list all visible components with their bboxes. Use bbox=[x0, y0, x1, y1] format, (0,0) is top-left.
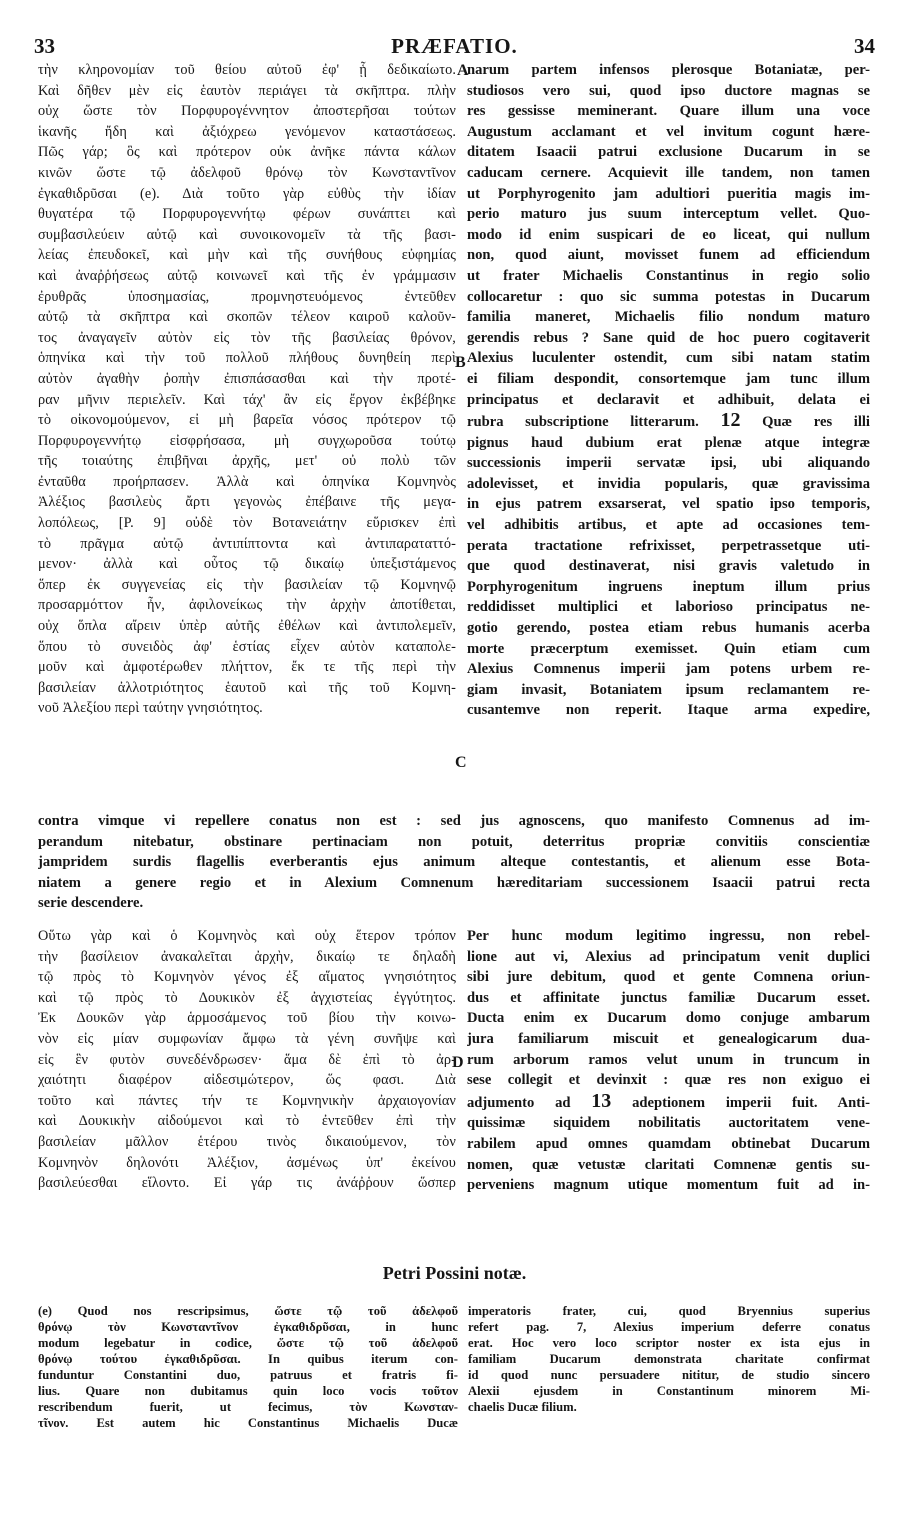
text-line: καὶ ἀναῤῥήσεως αὐτῷ κοινωνεῖ καὶ τῆς ἐν γράμμασιν bbox=[38, 267, 456, 284]
text-line: perio maturo jus suum interceptum vellet. Quo- bbox=[467, 206, 870, 223]
text-line: jura familiarum miscuit et genealogicarum dua- bbox=[467, 1030, 870, 1047]
section-number-12: 12 bbox=[720, 410, 741, 432]
text-line: modo id enim suspicari de eo liceat, qui nullum bbox=[467, 226, 870, 243]
text-line: successionis imperii servatæ ipsi, ubi aliquando bbox=[467, 455, 870, 472]
note-line: lius. Quare non dubitamus quin loco vocis τοῦτον bbox=[38, 1384, 458, 1398]
text-line: non, quod aiunt, movisset funem ad efficiendum bbox=[467, 247, 870, 264]
text-line: συμβασιλεύειν αὐτῷ καὶ συνοικονομεῖν τὰ τῆς βασι- bbox=[38, 226, 456, 243]
text-line: κινῶν ὥστε τῷ ἀδελφοῦ θρόνῳ τὸν Κωνσταντῖνον bbox=[38, 164, 456, 181]
text-line: Per hunc modum legitimo ingressu, non rebel- bbox=[467, 928, 870, 944]
text-line: perveniens magnum utique momentum fuit ad in- bbox=[467, 1177, 870, 1194]
text-line: τος ἀναγαγεῖν αὐτὸν εἰς τὸν τῆς βασιλείας θρόνον, bbox=[38, 329, 456, 346]
text-line: τὸ οἰκονομούμενον, εἰ μὴ βαρεῖα νόσος πρότερον τῷ bbox=[38, 412, 456, 429]
margin-marker-a: A bbox=[457, 62, 469, 79]
text-line: τῷ πρὸς τὸ Κομνηνὸν γένος ἐξ αἵματος γνησιότητος bbox=[38, 969, 456, 986]
note-line: modum legebatur in codice, ὥστε τῷ τοῦ ἀδελφοῦ bbox=[38, 1336, 458, 1350]
text-line: ἐρυθρᾶς ὑποσημασίας, προμνηστευόμενος ἐντεῦθεν bbox=[38, 288, 456, 305]
full-width-latin-text bbox=[38, 811, 870, 914]
text-line: ραν μῆνιν περιελεῖν. Καὶ τάχ' ἂν εἰς ἔργον ἐκβέβηκε bbox=[38, 391, 456, 408]
text-line: niatem a genere regio et in Alexium Comnenum hæreditariam successionem Isaacii patrui recta bbox=[38, 874, 870, 891]
text-line-with-number bbox=[467, 410, 870, 433]
text-line: Ducta enim ex Ducarum domo conjuge ambarum bbox=[467, 1010, 870, 1027]
note-line: familiam Ducarum demonstrata charitate confirmat bbox=[468, 1352, 870, 1366]
text-line: τῆς τοιαύτης ἐπιβῆναι ἀρχῆς, μετ' οὐ πολὺ τῶν bbox=[38, 453, 456, 470]
text-line: βασιλεύεσθαι εἵλοντο. Εἰ γάρ τις ἀνάῤῥουν ὥσπερ bbox=[38, 1175, 456, 1192]
text-line: Alexius Comnenus imperii jam potens urbem re- bbox=[467, 661, 870, 678]
text-line: ὁπηνίκα καὶ τὴν τοῦ πολλοῦ πλήθους δυνηθείη περὶ bbox=[38, 350, 456, 367]
text-fragment: Quæ res illi bbox=[762, 414, 870, 431]
text-line: οὐχ ὥστε τὸν Πορφυρογέννητον ἀποστερῆσαι τούτων bbox=[38, 103, 456, 120]
section-number-13: 13 bbox=[591, 1090, 612, 1112]
text-line: τοῦτο καὶ πάντες τήν τε Κομνηνικὴν ἀρχαιογονίαν bbox=[38, 1092, 456, 1109]
note-line: id quod nunc persuadere nititur, de studio sincero bbox=[468, 1368, 870, 1382]
text-line: νὸν εἰς μίαν συμφωνίαν ἄμφω τὰ γένη συνῆψε καὶ bbox=[38, 1030, 456, 1047]
text-fragment: adeptionem imperii fuit. Anti- bbox=[632, 1094, 870, 1111]
text-line: cusantemve non reperit. Itaque arma expedire, bbox=[467, 702, 870, 719]
note-line: erat. Hoc vero loco scriptor noster ex ista ejus in bbox=[468, 1336, 870, 1350]
text-line: προσαρμόττον ἦν, ἀφιλονείκως τὴν ἀρχὴν ἀποτίθεται, bbox=[38, 597, 456, 614]
text-line: ei filiam despondit, consortemque jam tunc illum bbox=[467, 370, 870, 387]
note-line: imperatoris frater, cui, quod Bryennius superius bbox=[468, 1304, 870, 1318]
text-line: contra vimque vi repellere conatus non est : sed jus agnoscens, quo manifesto Comnenus ad im- bbox=[38, 813, 870, 829]
text-line: que quod destinaverat, nisi gravis valetudo in bbox=[467, 558, 870, 575]
text-line: μενον· ἀλλὰ καὶ οὗτος τῷ δικαίῳ ὑπεξιστάμενος bbox=[38, 556, 456, 573]
margin-marker-c: C bbox=[455, 754, 467, 771]
notes-column-left bbox=[38, 1303, 458, 1431]
text-line: rum arborum ramos velut unum in truncum in bbox=[467, 1051, 870, 1068]
text-line: ut frater Michaelis Constantinus in regio solio bbox=[467, 267, 870, 284]
text-line: Οὕτω γὰρ καὶ ὁ Κομνηνὸς καὶ οὐχ ἕτερον τρόπον bbox=[38, 928, 456, 944]
note-line: chaelis Ducæ filium. bbox=[468, 1400, 577, 1414]
text-line: ἐνταῦθα προήρπασεν. Ἀλλὰ καὶ ὁπηνίκα Κομνηνὸς bbox=[38, 473, 456, 490]
note-line: θρόνῳ τὸν Κωνσταντῖνον ἐγκαθιδρῦσαι, in hunc bbox=[38, 1320, 458, 1334]
text-line: res gessisse meminerant. Quare illum una voce bbox=[467, 103, 870, 120]
text-line: εἰς ἓν φυτὸν συνεδένδρωσεν· ἅμα δὲ ἐπὶ τὸ ἀρ- bbox=[38, 1051, 456, 1068]
text-line: Πῶς γάρ; ὃς καὶ πρότερον οὐκ ἀνῆκε πάντα κάλων bbox=[38, 144, 456, 161]
text-line: sibi jure debitum, quod et gente Comnena oriun- bbox=[467, 969, 870, 986]
text-line: dus et affinitate junctus familiæ Ducarum esset. bbox=[467, 989, 870, 1006]
note-line: funduntur Constantini duo, patruus et fratris fi- bbox=[38, 1368, 458, 1382]
text-line: jampridem surdis flagellis everberantis ejus animum alteque contestantis, et alienum esse Bota- bbox=[38, 854, 870, 871]
text-line: collocaretur : quo sic summa potestas in Ducarum bbox=[467, 288, 870, 305]
text-line: quissimæ siquidem nobilitatis auctoritatem vene- bbox=[467, 1115, 870, 1132]
text-line: perata tractatione refrixisset, perpetrassetque uti- bbox=[467, 537, 870, 554]
text-fragment: rubra subscriptione litterarum. bbox=[467, 414, 699, 431]
running-title: PRÆFATIO. bbox=[391, 34, 518, 58]
text-line: perandum nitebatur, obstinare pertinaciam non potuit, deterritus propriæ convitiis conscientiæ bbox=[38, 833, 870, 850]
text-line: morte præcerptum exemisset. Quin etiam cum bbox=[467, 640, 870, 657]
text-line: lione aut vi, Alexius ad principatum venit duplici bbox=[467, 948, 870, 965]
latin-column-middle bbox=[467, 926, 870, 1196]
text-line: Ἐκ Δουκῶν γὰρ ἁρμοσάμενος τοῦ βίου τὴν κοινω- bbox=[38, 1010, 456, 1027]
text-line: rabilem apud omnes quamdam obtinebat Ducarum bbox=[467, 1135, 870, 1152]
text-line: pignus haud dubium erat plenæ atque integræ bbox=[467, 434, 870, 451]
greek-column-middle bbox=[38, 926, 456, 1194]
notes-heading: Petri Possini notæ. bbox=[382, 1263, 527, 1283]
text-line: λοπόλεως, [P. 9] οὐδὲ τὸν Βοτανειάτην εὕρισκεν ἐπὶ bbox=[38, 515, 456, 532]
text-line: τὴν κληρονομίαν τοῦ θείου αὐτοῦ ἐφ' ᾗ δεδικαίωτο. bbox=[38, 62, 456, 78]
text-line: nomen, quæ vetustæ claritati Comnenæ gentis su- bbox=[467, 1156, 870, 1173]
text-line: gotio gerendo, postea etiam rebus humanis acerba bbox=[467, 620, 870, 637]
text-line: serie descendere. bbox=[38, 895, 144, 912]
text-line: reddidisset multiplici et laborioso principatus ne- bbox=[467, 599, 870, 616]
text-line: Augustum acclamant et vel invitum cogunt hære- bbox=[467, 123, 870, 140]
greek-column-top bbox=[38, 60, 456, 719]
text-line: ut Porphyrogenito jam adultiori pueritia magis im- bbox=[467, 185, 870, 202]
text-line: τὸ πρᾶγμα αὐτῷ ἀντιπίπτοντα καὶ ἀντιπαραταττό- bbox=[38, 535, 456, 552]
text-line: λείας ἐπευδοκεῖ, καὶ μὴν καὶ τῆς συνήθους εὐφημίας bbox=[38, 247, 456, 264]
text-line: Κομνηνὸν δηλονότι Ἀλέξιον, ἀσμένως ὑπ' ἐκείνου bbox=[38, 1154, 456, 1171]
text-line: βασιλείαν ἀλλοτριότητος ἑαυτοῦ καὶ τῆς τοῦ Κομνη- bbox=[38, 679, 456, 696]
text-line: τὴν βασίλειον ἀνακαλεῖται ἀρχὴν, δικαίῳ τε δηλαδὴ bbox=[38, 948, 456, 965]
note-line: θρόνῳ τούτου ἐγκαθιδρῦσαι. In quibus iterum con- bbox=[38, 1352, 458, 1366]
text-line: βασιλείαν μᾶλλον ἑτέρου τινὸς δικαιούμενον, τὸν bbox=[38, 1133, 456, 1150]
latin-column-top bbox=[467, 60, 870, 721]
text-line: χαιότητι διαφέρον αἰδεσιμώτερον, ὥς φασι. Διὰ bbox=[38, 1072, 456, 1089]
note-line: Alexii ejusdem in Constantinum minorem Mi- bbox=[468, 1384, 870, 1398]
text-line: καὶ τῷ πρὸς τὸ Δουκικὸν ἐξ ἀγχιστείας ἐγγύτητος. bbox=[38, 989, 456, 1006]
margin-marker-b: B bbox=[455, 354, 466, 371]
margin-marker-d: D bbox=[452, 1054, 464, 1071]
notes-column-right bbox=[468, 1303, 870, 1415]
text-line: ἱκανῆς ἤδη καὶ ἀξιόχρεω γενόμενον καταστάσεως. bbox=[38, 123, 456, 140]
page-number-left: 33 bbox=[34, 34, 55, 58]
text-line: ὅπου τὸ συνειδὸς ἀφ' ἑστίας εἶχεν αὐτὸν καταπολε- bbox=[38, 638, 456, 655]
text-line: Πορφυρογεννήτῳ εἰσφρήσασα, μὴ συγχωροῦσα τούτῳ bbox=[38, 432, 456, 449]
note-line: τῖνον. Est autem hic Constantinus Michaelis Ducæ bbox=[38, 1416, 458, 1430]
text-line: Alexius luculenter ostendit, cum sibi natam statim bbox=[467, 350, 870, 367]
text-line: μοῦν καὶ ἀμφοτέρωθεν πλήττον, ἔκ τε τῆς περὶ τὴν bbox=[38, 659, 456, 676]
text-line: Καὶ δῆθεν μὲν εἰς ἑαυτὸν περιάγει τὰ σκῆπτρα. πλὴν bbox=[38, 82, 456, 99]
text-line: gerendis rebus ? Sane quid de hoc puero cogitaverit bbox=[467, 329, 870, 346]
text-line: sese collegit et devinxit : quæ res non exiguo ei bbox=[467, 1072, 870, 1089]
note-line: refert pag. 7, Alexius imperium deferre conatus bbox=[468, 1320, 870, 1334]
note-line: (e) Quod nos rescripsimus, ὥστε τῷ τοῦ ἀδελφοῦ bbox=[38, 1304, 458, 1318]
text-line: in ejus patrem exsarserat, vel spatio ipso temporis, bbox=[467, 496, 870, 513]
text-line: καὶ Δουκικὴν αἰδούμενοι καὶ τὸ ἐντεῦθεν ἐπὶ τὴν bbox=[38, 1113, 456, 1130]
text-line: caducam cernere. Acquievit ille tandem, non tamen bbox=[467, 164, 870, 181]
text-line-with-number bbox=[467, 1091, 870, 1114]
text-line: ὅπερ ἐκ συγγενείας εἰς τὴν βασιλείαν τῷ Κομνηνῷ bbox=[38, 576, 456, 593]
text-line: αὐτὸν ἀγαθὴν ῥοπὴν ἐπισπάσασθαι καὶ τὴν προτέ- bbox=[38, 370, 456, 387]
text-line: αὐτῷ τὰ σκῆπτρα καὶ σκοπῶν τέλεον καιροῦ καλοῦν- bbox=[38, 309, 456, 326]
text-line: adolevisset, et invidia popularis, quæ gravissima bbox=[467, 475, 870, 492]
text-line: principatus et declaravit et adhibuit, delata ei bbox=[467, 391, 870, 408]
text-line: Ἀλέξιος βασιλεὺς ἄρτι γεγονὼς ἐπέβαινε τῆς μεγα- bbox=[38, 494, 456, 511]
text-line: νοῦ Ἀλεξίου περὶ ταύτην γνησιότητος. bbox=[38, 700, 263, 717]
text-line: Porphyrogenitum ingruens ineptum illum prius bbox=[467, 578, 870, 595]
text-line: studiosos vero sui, quod ipso ductore magnas se bbox=[467, 82, 870, 99]
text-line: οὐχ ὅπλα αἴρειν ὑπὲρ αὐτῆς ἐθέλων καὶ ἀντιπολεμεῖν, bbox=[38, 618, 456, 635]
text-line: ἐγκαθιδρῦσαι (e). Διὰ τοῦτο γὰρ εὐθὺς τὴν ἰδίαν bbox=[38, 185, 456, 202]
text-line: narum partem infensos plerosque Botaniatæ, per- bbox=[467, 62, 870, 78]
text-line: familia maneret, Michaelis filio nondum maturo bbox=[467, 309, 870, 326]
text-line: giam invasit, Botaniatem ipsum reclamantem re- bbox=[467, 681, 870, 698]
text-fragment: adjumento ad bbox=[467, 1094, 571, 1111]
text-line: ditatem Isaacii patrui exclusione Ducarum in se bbox=[467, 144, 870, 161]
page-number-right: 34 bbox=[854, 34, 875, 58]
note-line: rescribendum fuerit, ut fecimus, τὸν Κωνσταν- bbox=[38, 1400, 458, 1414]
text-line: vel adhibitis artibus, et apte ad occasiones tem- bbox=[467, 517, 870, 534]
text-line: θυγατέρα τῷ Πορφυρογεννήτῳ φέρων συνάπτει καὶ bbox=[38, 206, 456, 223]
